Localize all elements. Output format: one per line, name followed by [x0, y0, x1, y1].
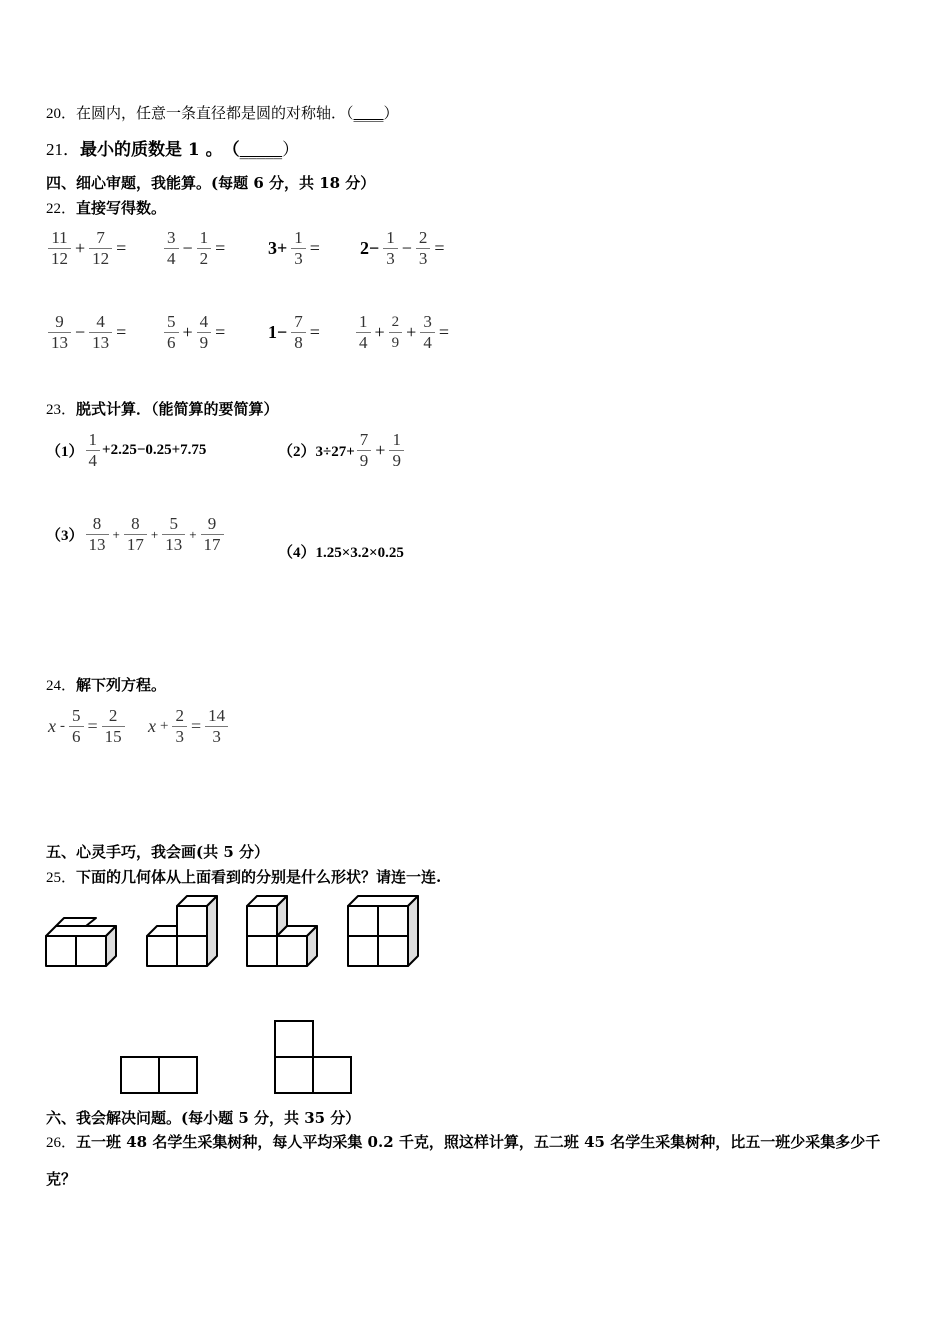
question-number: 26． [46, 1135, 77, 1151]
expr-23-2: （2）3÷27+ $\frac{7}{9}$ + $\frac{1}{9}$ [278, 430, 406, 471]
question-25 [46, 866, 441, 887]
question-20: 20．在圆内，任意一条直径都是圆的对称轴．（____） [46, 104, 399, 122]
solid-1-cube-icon [46, 918, 116, 966]
question-text: 最小的质数是 1 。 （ [80, 140, 240, 160]
section-6-heading: 六、我会解决问题。(每小题 5 分，共 35 分） [46, 1109, 361, 1127]
question-text: 在圆内，任意一条直径都是圆的对称轴．（ [76, 104, 354, 122]
expr-22-7: 1− $\frac{7}{8}$ = [268, 312, 320, 352]
expr-22-8: $\frac{1}{4}$ + $\frac{2}{9}$ + $\frac{3}{4}$ = [354, 312, 451, 353]
expr-23-4: （4）1.25×3.2×0.25 [278, 544, 404, 561]
question-text: 解下列方程。 [76, 676, 167, 694]
section-4-heading: 四、细心审题，我能算。(每题 6 分，共 18 分） [46, 174, 376, 192]
equation-1: x - $\frac{5}{6}$ = $\frac{2}{15}$ [46, 706, 127, 747]
question-number: 20． [46, 106, 77, 122]
question-23 [46, 398, 279, 419]
question-number: 21． [46, 140, 80, 159]
question-number: 25． [46, 870, 77, 886]
top-view-2-icon [275, 1021, 351, 1093]
equation-2: x + $\frac{2}{3}$ = $\frac{14}{3}$ [146, 706, 230, 747]
question-24 [46, 674, 166, 695]
question-text: 直接写得数。 [76, 199, 167, 217]
question-number: 22． [46, 201, 77, 217]
expr-23-3: （3） $\frac{8}{13}$ + $\frac{8}{17}$ + $\frac{5}{13}$ + $\frac{9}{17}$ [46, 514, 226, 555]
expr-23-1: （1） $\frac{1}{4}$ +2.25−0.25+7.75 [46, 430, 207, 470]
solid-4-cube-icon [348, 896, 418, 966]
section-5-heading: 五、心灵手巧，我会画(共 5 分） [46, 843, 269, 861]
question-26 [46, 1124, 906, 1197]
question-21: 21．最小的质数是 1 。 （_____） [46, 140, 300, 160]
expr-22-1: $\frac{11}{12}$ + $\frac{7}{12}$ = [46, 228, 128, 269]
question-text: 五一班 48 名学生采集树种，每人平均采集 0.2 千克，照这样计算，五二班 45 名学生采集树种，比五一班少采集多少千克？ [46, 1133, 881, 1188]
expr-22-4: 2− $\frac{1}{3}$ − $\frac{2}{3}$ = [360, 228, 445, 268]
solid-3-cube-icon [247, 896, 317, 966]
question-text: 脱式计算．（能简算的要简算） [76, 400, 279, 418]
answer-blank[interactable]: ____ [353, 104, 384, 122]
expr-22-3: 3+ $\frac{1}{3}$ = [268, 228, 320, 268]
expr-22-2: $\frac{3}{4}$ − $\frac{1}{2}$ = [162, 228, 227, 269]
expr-22-5: $\frac{9}{13}$ − $\frac{4}{13}$ = [46, 312, 128, 353]
top-views-figure [115, 1015, 360, 1100]
question-22 [46, 197, 166, 218]
question-number: 23． [46, 402, 77, 418]
answer-blank[interactable]: _____ [239, 140, 283, 160]
solid-2-cube-icon [147, 896, 217, 966]
top-view-1-icon [121, 1057, 197, 1093]
question-number: 24． [46, 678, 77, 694]
cube-solids-figure [40, 890, 440, 975]
expr-22-6: $\frac{5}{6}$ + $\frac{4}{9}$ = [162, 312, 227, 353]
question-text: 下面的几何体从上面看到的分别是什么形状？请连一连. [76, 868, 442, 886]
